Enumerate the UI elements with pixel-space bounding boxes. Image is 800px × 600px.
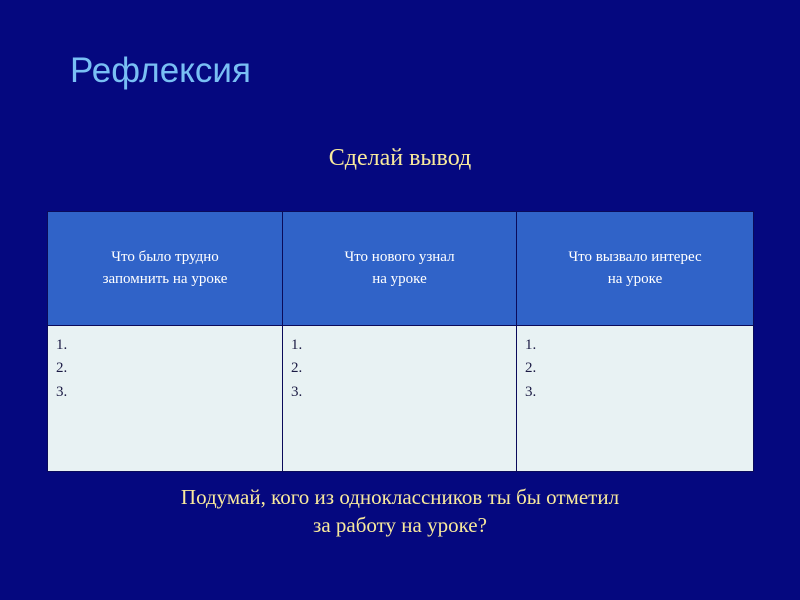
list-item: 1. — [525, 337, 537, 353]
reflection-table — [47, 211, 754, 472]
list-item: 1. — [56, 337, 68, 353]
table-header-row — [48, 212, 754, 326]
header-line: на уроке — [372, 270, 427, 287]
header-cell-difficult — [48, 212, 283, 326]
header-line: запомнить на уроке — [102, 270, 228, 287]
table-cell-difficult — [48, 326, 283, 472]
list-item: 3. — [525, 383, 537, 400]
question-line: за работу на уроке? — [313, 513, 487, 538]
list-item: 1. — [291, 337, 303, 353]
header-line: Что вызвало интерес — [568, 248, 702, 265]
list-item: 3. — [56, 383, 68, 400]
header-line: на уроке — [607, 270, 663, 287]
table-cell-learned — [283, 326, 517, 472]
slide-subtitle: Сделай вывод — [328, 145, 472, 171]
list-item: 2. — [291, 360, 303, 377]
question-line: Подумай, кого из одноклассников ты бы отметил — [180, 485, 620, 509]
table-row — [48, 326, 754, 472]
list-item: 2. — [525, 360, 537, 377]
list-item: 3. — [291, 383, 303, 400]
header-line: Что нового узнал — [344, 248, 455, 265]
header-cell-interest — [517, 212, 754, 326]
header-line: Что было трудно — [111, 248, 219, 265]
slide-title: Рефлексия — [70, 51, 251, 90]
table-cell-interest — [517, 326, 754, 472]
header-cell-learned — [283, 212, 517, 326]
list-item: 2. — [56, 360, 68, 377]
closing-question — [0, 483, 800, 540]
